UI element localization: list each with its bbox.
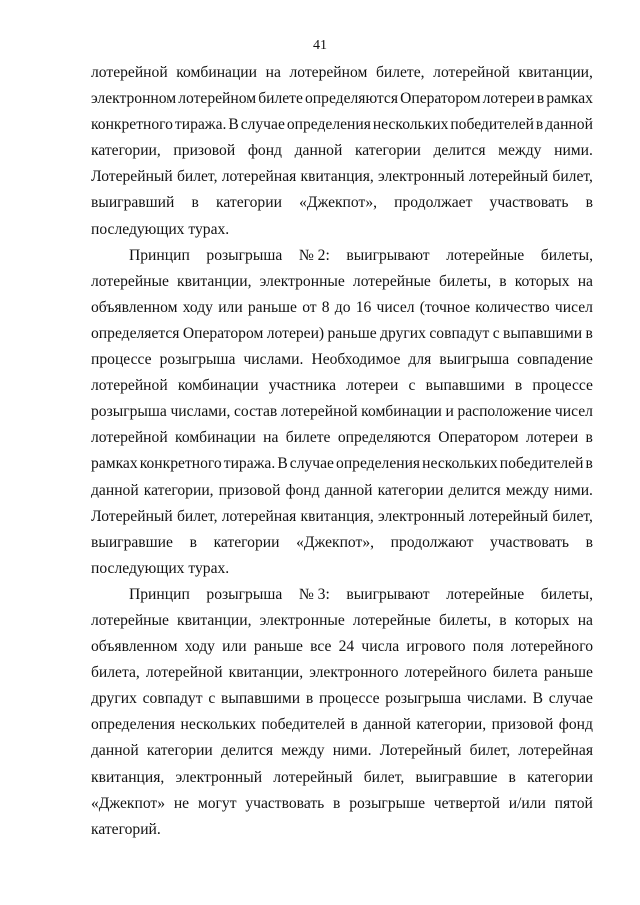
word: рамках [546, 90, 593, 108]
text-line [91, 608, 593, 634]
word: в [333, 794, 341, 812]
word: лотерейном [178, 90, 257, 108]
word: совпадут [142, 690, 203, 708]
word: случае [548, 690, 593, 708]
text-line [91, 60, 593, 86]
word: Лотерейный [379, 742, 462, 760]
word: розыгрыша [91, 403, 167, 421]
word: билете [285, 429, 331, 447]
word: В [532, 690, 543, 708]
text-line [91, 634, 593, 660]
word: числами. [243, 351, 304, 369]
word: продолжает [394, 194, 473, 212]
word: на [577, 272, 593, 290]
word: категории [377, 481, 444, 499]
word: лотерейной [433, 64, 510, 81]
word: четвертой [433, 794, 500, 812]
word: электронный [378, 168, 465, 186]
word: лотерейной [91, 429, 168, 447]
word: категории [354, 142, 421, 160]
word: участвовать [489, 194, 569, 212]
word: числа [361, 638, 400, 656]
word: в [189, 533, 197, 551]
word: других [91, 690, 137, 708]
word: электронном [91, 90, 177, 108]
word: Лотерейный [91, 507, 173, 525]
word: с [492, 324, 500, 342]
word: Лотерейный [91, 168, 173, 186]
word: между [505, 481, 550, 499]
word: не [173, 794, 190, 812]
text-line [91, 164, 593, 190]
word: лотерейного [510, 638, 593, 656]
word: количество [475, 298, 550, 316]
word: выпавшими [503, 324, 583, 342]
word: билеты, [540, 585, 593, 603]
word: случае [289, 455, 334, 473]
line-text: категорий. [91, 820, 161, 838]
word: числами, [170, 403, 231, 421]
word: могут [197, 794, 237, 812]
word: все [310, 638, 332, 656]
word: категории [216, 194, 282, 212]
word: в [585, 194, 593, 212]
word: выпавшими [425, 377, 505, 395]
word: призовой [218, 481, 281, 499]
word: данной [324, 481, 373, 499]
text-line [91, 791, 593, 817]
word: чисел [376, 298, 415, 316]
word: выигрывают [346, 585, 430, 603]
word: на [577, 611, 593, 629]
word: Необходимое [311, 351, 401, 369]
word: чисел [554, 403, 593, 421]
paragraph [91, 60, 593, 243]
word: данной [91, 481, 139, 499]
word: раньше [327, 324, 377, 342]
word: 24 [338, 638, 355, 656]
text-line [91, 582, 593, 608]
word: электронного [309, 664, 399, 682]
word: определения [286, 116, 371, 134]
word: розыгрыша [159, 351, 236, 369]
word: Оператором [438, 429, 519, 447]
word: и [445, 403, 454, 421]
word: определяются [305, 90, 399, 108]
word: лотерейного [404, 664, 487, 682]
word: лотерейные [446, 585, 525, 603]
word: комбинации [176, 64, 257, 81]
word: категории, [416, 716, 487, 734]
text-line [91, 556, 593, 582]
word: других [380, 324, 426, 342]
word: билеты, [438, 611, 492, 629]
paragraph [91, 582, 593, 843]
word: определяются [337, 429, 431, 447]
word: лотерейные [91, 611, 169, 629]
word: лотерейные [91, 272, 169, 290]
text-line [91, 217, 593, 243]
word: которых [514, 611, 570, 629]
word: определяется [91, 324, 180, 342]
word: В [228, 116, 239, 134]
word: электронные [259, 611, 345, 629]
word: билет, [176, 168, 218, 186]
word: призовой [173, 142, 236, 160]
word: электронные [259, 272, 345, 290]
word: продолжают [390, 533, 474, 551]
word: билете [258, 90, 303, 108]
text-line [91, 765, 593, 791]
word: билет, [552, 168, 593, 186]
word: в [535, 116, 544, 134]
word: игрового [406, 638, 466, 656]
word: «Джекпот», [299, 194, 378, 212]
word: выигравшие [415, 768, 498, 786]
text-line [91, 269, 593, 295]
word: категории [527, 768, 593, 786]
text-line [91, 112, 593, 138]
text-line [91, 138, 593, 164]
word: участвовать [245, 794, 325, 812]
word: данной [91, 742, 139, 760]
word: в [499, 611, 507, 629]
word: В [277, 455, 288, 473]
word: ходу [184, 638, 215, 656]
text-line [91, 425, 593, 451]
word: раньше [543, 664, 593, 682]
word: билеты, [438, 272, 492, 290]
word: категории [146, 742, 213, 760]
word: электронный [175, 768, 263, 786]
word: конкретного [91, 116, 173, 134]
word: определения [91, 716, 176, 734]
page-number: 41 [313, 38, 327, 53]
word: победителей [499, 455, 584, 473]
word: выигравшие [91, 533, 173, 551]
text-line [91, 712, 593, 738]
word: лотерейная [221, 507, 297, 525]
word: в [585, 324, 593, 342]
word: розыгрыше [349, 794, 426, 812]
word: случае [240, 116, 285, 134]
word: ходу [182, 298, 213, 316]
text-line [91, 817, 593, 843]
paragraph [91, 243, 593, 582]
text-line [91, 686, 593, 712]
word: выигравший [91, 194, 175, 212]
word: от [302, 298, 317, 316]
word: поля [472, 638, 504, 656]
word: в [499, 272, 507, 290]
word: билет, [363, 768, 405, 786]
word: лотерейные [352, 611, 431, 629]
word: фонд [247, 142, 282, 160]
word: квитанции, [228, 664, 304, 682]
word: розыгрыша [206, 585, 283, 603]
word: Принцип [129, 585, 190, 603]
word: победителей [450, 116, 534, 134]
word: данной [545, 116, 593, 134]
word: Оператором [400, 90, 481, 108]
text-line [91, 530, 593, 556]
word: «Джекпот», [296, 533, 375, 551]
word: между [281, 742, 325, 760]
word: в [191, 194, 199, 212]
word: на [265, 64, 281, 81]
word: Оператором [182, 324, 264, 342]
word: или [218, 298, 243, 316]
word: совпадут [429, 324, 490, 342]
text-line [91, 504, 593, 530]
word: билеты, [540, 246, 593, 264]
word: совпадение [517, 351, 593, 369]
word: процессе [91, 351, 152, 369]
word: делится [220, 742, 274, 760]
word: с [408, 377, 416, 395]
word: лотерейной [145, 664, 223, 682]
word: состав [233, 403, 278, 421]
word: лотерейный [273, 768, 353, 786]
word: в [585, 533, 593, 551]
word: или [222, 638, 247, 656]
word: выигрыша [439, 351, 510, 369]
word: данной [294, 142, 343, 160]
word: квитанция, [300, 168, 374, 186]
word: победителей [261, 716, 346, 734]
text-line [91, 190, 593, 216]
word: для [408, 351, 432, 369]
word: фонд [558, 716, 593, 734]
word: определения [336, 455, 421, 473]
word: тиража. [223, 455, 276, 473]
word: лотерейный [468, 168, 549, 186]
word: билет, [176, 507, 218, 525]
text-line [91, 373, 593, 399]
word: выпавшими [221, 690, 301, 708]
word: ними. [554, 142, 593, 160]
word: лотерейном [289, 64, 368, 81]
word: фонд [285, 481, 320, 499]
text-line [91, 295, 593, 321]
word: объявленном [91, 638, 178, 656]
word: (точное [419, 298, 471, 316]
word: квитанции, [177, 611, 252, 629]
word: участника [268, 377, 336, 395]
word: категории, [91, 142, 161, 160]
word: розыгрыша [206, 246, 283, 264]
text-line [91, 451, 593, 477]
word: Принцип [129, 246, 190, 264]
word: лотереи) [266, 324, 325, 342]
word: призовой [491, 716, 554, 734]
word: билете, [375, 64, 425, 81]
word: 16 [355, 298, 372, 316]
word: категории [213, 533, 280, 551]
word: лотерейной [280, 403, 358, 421]
word: между [498, 142, 542, 160]
word: № 2: [298, 246, 330, 264]
word: конкретного [139, 455, 222, 473]
word: которых [514, 272, 570, 290]
word: в [585, 455, 593, 473]
text-line [91, 478, 593, 504]
word: объявленном [91, 298, 178, 316]
text-line [91, 243, 593, 269]
word: данной [363, 716, 411, 734]
word: билет, [552, 507, 593, 525]
word: билет, [469, 742, 511, 760]
word: в [585, 429, 593, 447]
word: ними. [554, 481, 593, 499]
word: участвовать [490, 533, 569, 551]
word: «Джекпот» [91, 794, 166, 812]
word: выигрывают [346, 246, 430, 264]
word: розыгрыша [385, 690, 462, 708]
text-line [91, 399, 593, 425]
word: в [508, 768, 516, 786]
word: нескольких [372, 116, 449, 134]
word: делится [448, 481, 501, 499]
word: лотерейные [446, 246, 525, 264]
word: ними. [332, 742, 372, 760]
word: квитанция, [91, 768, 165, 786]
word: комбинации [361, 403, 442, 421]
word: в [536, 90, 545, 108]
text-line [91, 660, 593, 686]
word: квитанция, [300, 507, 374, 525]
word: лотереи [346, 377, 399, 395]
word: расположение [457, 403, 552, 421]
word: лотерейная [221, 168, 297, 186]
line-text: последующих турах. [91, 220, 230, 238]
text-line [91, 347, 593, 373]
word: в [305, 690, 314, 708]
word: билета, [91, 664, 140, 682]
word: лотерейный [468, 507, 549, 525]
word: билета [492, 664, 538, 682]
word: 8 [321, 298, 330, 316]
text-line [91, 321, 593, 347]
word: тиража. [174, 116, 227, 134]
word: лотерейные [352, 272, 431, 290]
word: делится [433, 142, 486, 160]
word: процессе [318, 690, 380, 708]
word: на [263, 429, 279, 447]
word: нескольких [180, 716, 257, 734]
word: раньше [247, 298, 297, 316]
word: и/или [508, 794, 546, 812]
word: лотереи [482, 90, 535, 108]
text-line [91, 738, 593, 764]
word: лотерейная [518, 742, 593, 760]
word: лотерейной [91, 377, 168, 395]
word: пятой [554, 794, 593, 812]
text-line [91, 86, 593, 112]
word: рамках [91, 455, 138, 473]
word: № 3: [298, 585, 330, 603]
word: до [334, 298, 351, 316]
word: комбинации [175, 429, 256, 447]
word: в [350, 716, 358, 734]
word: нескольких [422, 455, 498, 473]
word: квитанции, [177, 272, 252, 290]
word: чисел [554, 298, 593, 316]
word: лотереи [526, 429, 579, 447]
line-text: последующих турах. [91, 559, 230, 577]
word: с [208, 690, 216, 708]
word: квитанции, [518, 64, 593, 81]
word: в [514, 377, 523, 395]
word: числами. [466, 690, 527, 708]
word: комбинации [177, 377, 259, 395]
word: категории, [143, 481, 214, 499]
word: процессе [532, 377, 593, 395]
word: лотерейной [91, 64, 168, 81]
word: раньше [253, 638, 303, 656]
document-body [91, 60, 593, 843]
word: электронный [378, 507, 465, 525]
